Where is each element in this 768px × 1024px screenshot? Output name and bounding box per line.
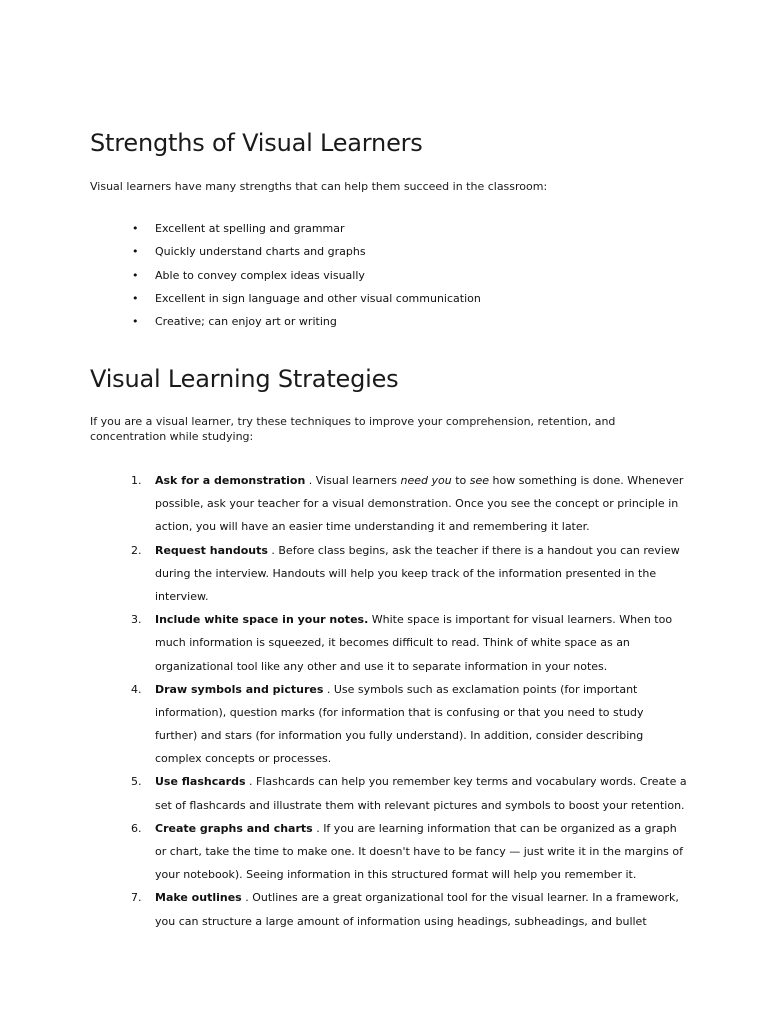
item-line: you can structure a large amount of information using headings, subheadings, and bullet <box>155 914 647 928</box>
strategy-item <box>131 817 691 887</box>
item-text: . Use symbols such as exclamation points (for important <box>323 682 638 696</box>
list-item <box>132 291 481 314</box>
item-text: . Visual learners <box>305 474 401 487</box>
section-intro-strategies: If you are a visual learner, try these techniques to improve your comprehension, retention, and concentration while studying: <box>90 415 616 443</box>
item-line: action, you will have an easier time understanding it and remembering it later. <box>155 520 590 534</box>
list-item-text: Creative; can enjoy art or writing <box>155 315 337 329</box>
bullet-icon: • <box>132 291 139 305</box>
strategy-item <box>131 770 691 816</box>
item-text: how something is done. Whenever <box>489 474 684 487</box>
strategy-item <box>131 678 691 771</box>
item-number: 6. <box>131 821 142 835</box>
list-item <box>132 244 481 267</box>
item-term: Request handouts <box>155 543 268 557</box>
strategy-item <box>131 469 691 539</box>
list-item-text: Excellent at spelling and grammar <box>155 222 345 235</box>
strategy-item <box>131 886 691 932</box>
item-text: . Flashcards can help you remember key terms and vocabulary words. Create a <box>245 775 687 789</box>
item-text: . If you are learning information that can be organized as a graph <box>312 821 677 835</box>
item-line: set of flashcards and illustrate them with relevant pictures and symbols to boost your retention. <box>155 798 685 812</box>
item-text: . Outlines are a great organizational tool for the visual learner. In a framework, <box>241 891 679 905</box>
item-line <box>155 770 691 793</box>
strategies-list <box>131 469 691 933</box>
item-line: organizational tool like any other and use it to separate information in your notes. <box>155 659 608 673</box>
item-line <box>155 886 691 909</box>
item-line: or chart, take the time to make one. It doesn't have to be fancy — just write it in the margins of <box>155 845 683 858</box>
item-number: 3. <box>131 613 142 627</box>
bullet-icon: • <box>132 268 139 282</box>
item-line: during the interview. Handouts will help you keep track of the information presented in the <box>155 566 657 580</box>
item-line <box>155 608 691 631</box>
list-item <box>132 314 481 337</box>
item-text: to <box>451 474 470 487</box>
list-item-text: Able to convey complex ideas visually <box>155 268 365 282</box>
bullet-icon: • <box>132 315 139 329</box>
section-intro-strengths: Visual learners have many strengths that can help them succeed in the classroom: <box>90 180 548 193</box>
item-line: information), question marks (for information that is confusing or that you need to study <box>155 705 644 719</box>
item-term: Make outlines <box>155 891 242 905</box>
item-line: further) and stars (for information you fully understand). In addition, consider describing <box>155 729 644 743</box>
bullet-icon: • <box>132 222 139 235</box>
item-text: . Before class begins, ask the teacher if there is a handout you can review <box>267 543 680 557</box>
item-term: Ask for a demonstration <box>155 474 306 487</box>
strengths-list <box>132 221 481 337</box>
item-emphasis: see <box>469 474 490 487</box>
item-line: your notebook). Seeing information in this structured format will help you remember it. <box>155 868 637 882</box>
item-line: possible, ask your teacher for a visual demonstration. Once you see the concept or principle in <box>155 497 679 511</box>
list-item <box>132 221 481 244</box>
item-emphasis: need you <box>400 474 452 487</box>
item-line: much information is squeezed, it becomes difficult to read. Think of white space as an <box>155 636 630 650</box>
item-text: White space is important for visual learners. When too <box>368 613 673 627</box>
list-item <box>132 268 481 291</box>
item-number: 1. <box>131 474 142 487</box>
item-term: Use flashcards <box>155 775 246 789</box>
item-term: Include white space in your notes. <box>155 613 369 627</box>
list-item-text: Excellent in sign language and other visual communication <box>155 291 481 305</box>
strategy-item <box>131 608 691 678</box>
item-number: 5. <box>131 775 142 789</box>
list-item-text: Quickly understand charts and graphs <box>155 245 366 259</box>
item-term: Draw symbols and pictures <box>155 682 324 696</box>
item-line: interview. <box>155 589 209 603</box>
section-heading-strategies: Visual Learning Strategies <box>90 365 399 393</box>
item-number: 2. <box>131 543 142 557</box>
item-number: 4. <box>131 682 142 696</box>
strategy-item <box>131 539 691 609</box>
item-number: 7. <box>131 891 142 905</box>
item-line <box>155 678 691 701</box>
item-line <box>155 539 691 562</box>
item-line <box>155 469 691 492</box>
bullet-icon: • <box>132 245 139 259</box>
item-line <box>155 817 691 840</box>
section-heading-strengths: Strengths of Visual Learners <box>90 129 423 157</box>
item-line: complex concepts or processes. <box>155 752 332 766</box>
item-term: Create graphs and charts <box>155 821 313 835</box>
